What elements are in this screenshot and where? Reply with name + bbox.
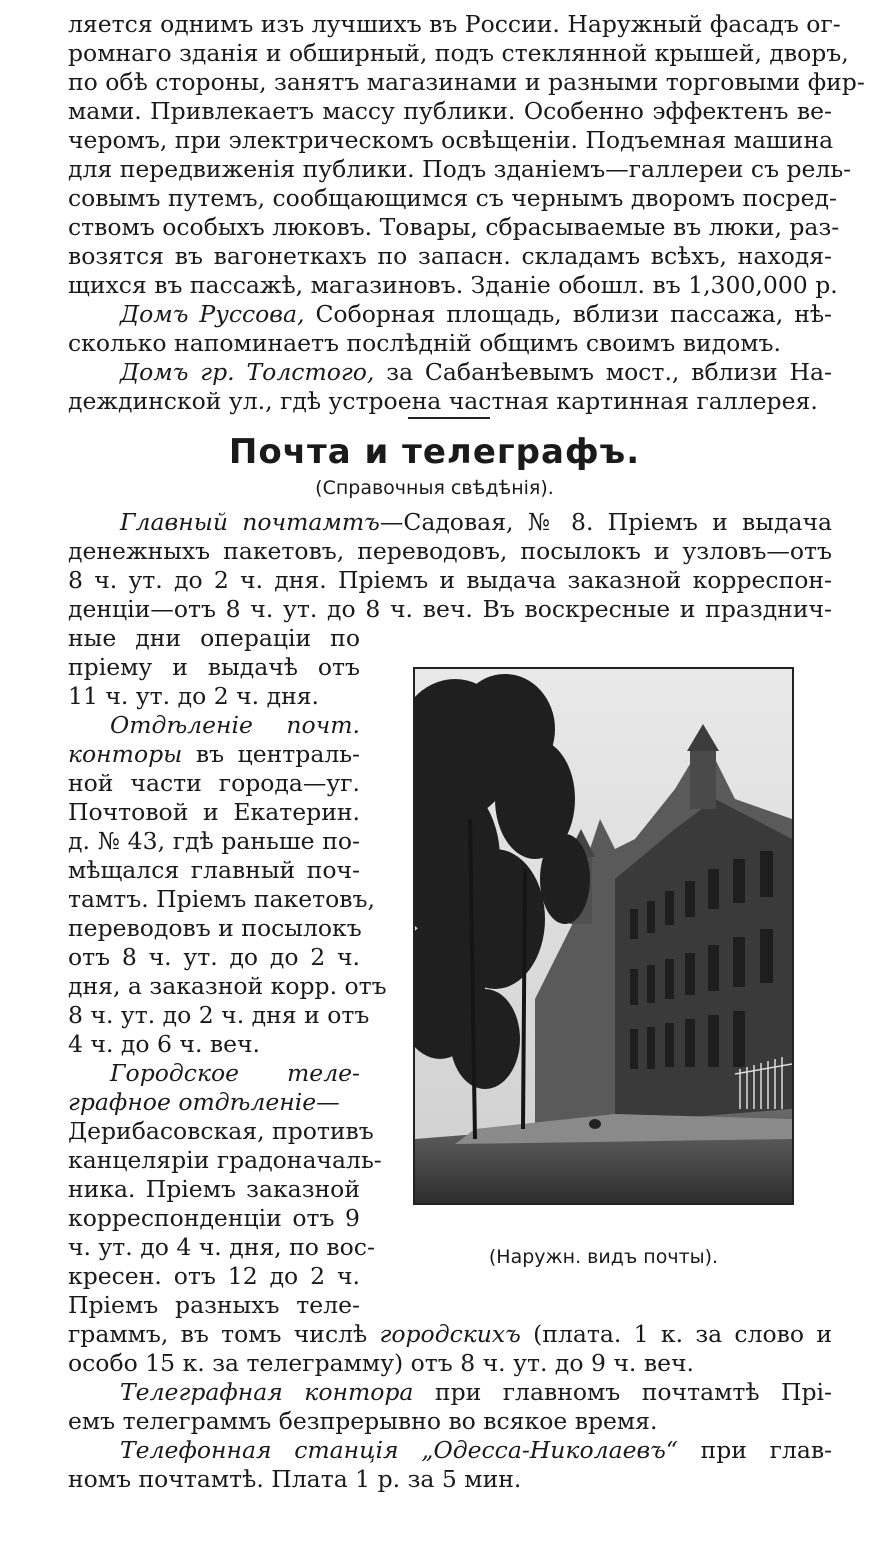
city-telegraph-name: графное отдѣленіе [68, 1088, 317, 1116]
branch-text: въ централь- [182, 740, 360, 768]
telephone-name: Телефонная станція „Одесса-Николаевъ“ [120, 1436, 678, 1464]
tolstoy-entry-line [120, 358, 832, 387]
text-line: Почтовой и Екатерин. [68, 798, 360, 826]
text-line: номъ почтамтѣ. Плата 1 р. за 5 мин. [68, 1465, 522, 1493]
text-line: возятся въ вагонеткахъ по запасн. складамъ всѣхъ, находя- [68, 242, 832, 270]
branch-name-line: Отдѣленіе почт. [110, 711, 360, 739]
text-line: по обѣ стороны, занятъ магазинами и разными торговыми фир- [68, 68, 865, 96]
russov-text: Соборная площадь, вблизи пассажа, нѣ- [304, 300, 832, 328]
text-span: граммъ, въ томъ числѣ [68, 1320, 380, 1348]
text-line: переводовъ и посылокъ [68, 914, 362, 942]
text-line: сколько напоминаетъ послѣдній общимъ своимъ видомъ. [68, 329, 781, 357]
city-telegraph-name-line: Городское теле- [110, 1059, 360, 1087]
text-line: деждинской ул., гдѣ устроена частная картинная галлерея. [68, 387, 818, 415]
photo-caption: (Наружн. видъ почты). [488, 1246, 719, 1268]
russov-name: Домъ Руссова, [120, 300, 305, 328]
telegraph-office-entry-line [120, 1378, 832, 1407]
main-post-entry-line [120, 508, 832, 537]
text-line: кресен. отъ 12 до 2 ч. [68, 1262, 360, 1290]
text-line: для передвиженія публики. Подъ зданіемъ—галлереи съ рель- [68, 155, 852, 183]
branch-name: конторы [68, 740, 183, 768]
text-line: Дерибасовская, противъ [68, 1117, 374, 1145]
text-line: пріему и выдачѣ отъ [68, 653, 360, 681]
text-line: ствомъ особыхъ люковъ. Товары, сбрасываемые въ люки, раз- [68, 213, 840, 241]
telegraph-office-name: Телеграфная контора [120, 1378, 414, 1406]
text-line: корреспонденціи отъ 9 [68, 1204, 360, 1232]
section-divider [408, 417, 490, 419]
telephone-entry-line [120, 1436, 832, 1465]
text-line: 4 ч. до 6 ч. веч. [68, 1030, 261, 1058]
text-line: тамтъ. Пріемъ пакетовъ, [68, 885, 375, 913]
text-line: емъ телеграммъ безпрерывно во всякое время. [68, 1407, 658, 1435]
section-title: Почта и телеграфъ. [228, 432, 641, 472]
tolstoy-name: Домъ гр. Толстого, [120, 358, 375, 386]
text-line: ляется однимъ изъ лучшихъ въ России. Наружный фасадъ ог- [68, 10, 841, 38]
post-office-illustration [415, 669, 792, 1203]
post-office-photo [413, 667, 794, 1205]
text-line: мами. Привлекаетъ массу публики. Особенно эффектенъ ве- [68, 97, 832, 125]
text-line: 11 ч. ут. до 2 ч. дня. [68, 682, 320, 710]
city-telegraph-entry-line [68, 1088, 360, 1117]
section-subtitle: (Справочныя свѣдѣнія). [315, 477, 554, 499]
text-line: Пріемъ разныхъ теле- [68, 1291, 360, 1319]
text-line: ные дни операціи по [68, 624, 360, 652]
text-line: дня, а заказной корр. отъ [68, 972, 387, 1000]
main-post-text: —Садовая, № 8. Пріемъ и выдача [379, 508, 832, 536]
text-line: совымъ путемъ, сообщающимся съ чернымъ дворомъ посред- [68, 184, 837, 212]
main-post-name: Главный почтамтъ [120, 508, 380, 536]
text-line: 8 ч. ут. до 2 ч. дня. Пріемъ и выдача заказной корреспон- [68, 566, 832, 594]
text-line: щихся въ пассажѣ, магазиновъ. Зданіе обошл. въ 1,300,000 р. [68, 271, 838, 299]
telegraph-office-text: при главномъ почтамтѣ Прі- [413, 1378, 832, 1406]
text-line: ника. Пріемъ заказной [68, 1175, 360, 1203]
text-line: д. № 43, гдѣ раньше по- [68, 827, 360, 855]
text-line: денціи—отъ 8 ч. ут. до 8 ч. веч. Въ воскресные и празднич- [68, 595, 832, 623]
tolstoy-text: за Сабанѣевымъ мост., вблизи На- [374, 358, 832, 386]
text-line: ч. ут. до 4 ч. дня, по вос- [68, 1233, 375, 1261]
russov-entry-line [120, 300, 832, 329]
text-line: черомъ, при электрическомъ освѣщеніи. Подъемная машина [68, 126, 834, 154]
text-line: ромнаго зданія и обширный, подъ стеклянной крышей, дворъ, [68, 39, 849, 67]
text-span-italic: городскихъ [379, 1320, 521, 1348]
text-line: отъ 8 ч. ут. до до 2 ч. [68, 943, 360, 971]
text-line: канцеляріи градоначаль- [68, 1146, 382, 1174]
text-line: особо 15 к. за телеграмму) отъ 8 ч. ут. до 9 ч. веч. [68, 1349, 695, 1377]
text-span: (плата. 1 к. за слово и [520, 1320, 832, 1348]
text-line: мѣщался главный поч- [68, 856, 360, 884]
text-line: ной части города—уг. [68, 769, 360, 797]
telephone-text: при глав- [677, 1436, 833, 1464]
text-line: 8 ч. ут. до 2 ч. дня и отъ [68, 1001, 370, 1029]
city-telegraph-full-line [68, 1320, 832, 1349]
text-line: денежныхъ пакетовъ, переводовъ, посылокъ и узловъ—отъ [68, 537, 832, 565]
branch-entry-line [68, 740, 360, 769]
city-telegraph-dash: — [316, 1088, 340, 1116]
